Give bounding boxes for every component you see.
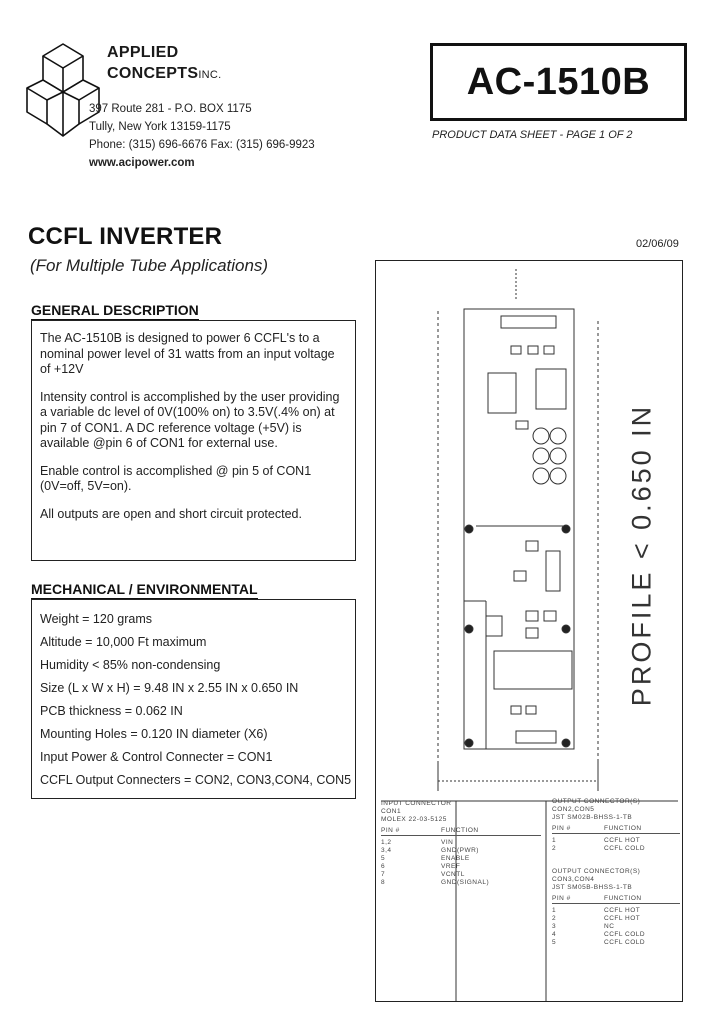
website-link[interactable]: www.acipower.com — [89, 157, 195, 169]
page-title: CCFL INVERTER — [28, 223, 223, 250]
phone-fax-line: Phone: (315) 696-6676 Fax: (315) 696-9923 — [89, 139, 315, 151]
output-connector-2-part: JST SM05B-BHSS-1-TB — [552, 884, 633, 891]
input-connector-table — [381, 800, 541, 887]
output-connector-2-header: PIN # FUNCTION — [552, 895, 680, 904]
output-connector-table-1 — [552, 798, 680, 853]
document-date: 02/06/09 — [636, 238, 679, 250]
spec-mounting-holes: Mounting Holes = 0.120 IN diameter (X6) — [40, 727, 268, 741]
spec-pcb-thickness: PCB thickness = 0.062 IN — [40, 704, 183, 718]
general-description-heading: GENERAL DESCRIPTION — [31, 302, 199, 318]
table-row: 1,2 VIN — [381, 839, 454, 846]
input-connector-header: PIN # FUNCTION — [381, 827, 541, 836]
table-row: 5 ENABLE — [381, 855, 470, 862]
spec-weight: Weight = 120 grams — [40, 612, 152, 626]
general-para-1: The AC-1510B is designed to power 6 CCFL's to a nominal power level of 31 watts from an input voltage of +12V — [40, 331, 335, 376]
part-number: AC-1510B — [430, 43, 687, 121]
output-connector-2-name: CON3,CON4 — [552, 876, 595, 883]
company-suffix: INC. — [198, 69, 222, 81]
output-connector-1-header: PIN # FUNCTION — [552, 825, 680, 834]
spec-output-connectors: CCFL Output Connecters = CON2, CON3,CON4, CON5 — [40, 773, 352, 787]
input-connector-name: CON1 — [381, 808, 402, 815]
address-line1: 397 Route 281 - P.O. BOX 1175 — [89, 103, 252, 115]
table-row: 2 CCFL HOT — [552, 915, 641, 922]
spec-humidity: Humidity < 85% non-condensing — [40, 658, 221, 672]
address-line2: Tully, New York 13159-1175 — [89, 121, 231, 133]
table-row: 1 CCFL HOT — [552, 907, 641, 914]
output-connector-1-name: CON2,CON5 — [552, 806, 595, 813]
sheet-label: PRODUCT DATA SHEET - PAGE 1 OF 2 — [432, 129, 633, 141]
company-name-line2: CONCEPTS — [107, 65, 199, 82]
company-name-line1: APPLIED — [107, 44, 179, 61]
general-para-3: Enable control is accomplished @ pin 5 of CON1 (0V=off, 5V=on). — [40, 463, 312, 493]
profile-label: PROFILE < 0.650 IN — [626, 403, 657, 707]
spec-input-connector: Input Power & Control Connecter = CON1 — [40, 750, 273, 764]
output-connector-2-title: OUTPUT CONNECTOR(S) — [552, 868, 641, 875]
table-row: 6 VREF — [381, 863, 461, 870]
input-connector-title: INPUT CONNECTOR — [381, 800, 452, 807]
table-row: 8 GND(SIGNAL) — [381, 879, 490, 886]
page-subtitle: (For Multiple Tube Applications) — [30, 256, 269, 275]
table-row: 2 CCFL COLD — [552, 845, 646, 852]
output-connector-1-part: JST SM02B-BHSS-1-TB — [552, 814, 633, 821]
spec-size: Size (L x W x H) = 9.48 IN x 2.55 IN x 0.650 IN — [40, 681, 299, 695]
general-description-box — [31, 320, 356, 561]
table-row: 7 VCNTL — [381, 871, 465, 878]
table-row: 5 CCFL COLD — [552, 939, 646, 946]
general-para-4: All outputs are open and short circuit protected. — [40, 506, 302, 521]
table-row: 1 CCFL HOT — [552, 837, 641, 844]
spec-altitude: Altitude = 10,000 Ft maximum — [40, 635, 207, 649]
company-address — [89, 100, 315, 172]
table-row: 3 NC — [552, 923, 615, 930]
output-connector-table-2 — [552, 868, 680, 947]
table-row: 4 CCFL COLD — [552, 931, 646, 938]
mechanical-box — [31, 599, 356, 799]
company-name — [107, 42, 222, 86]
output-connector-1-title: OUTPUT CONNECTOR(S) — [552, 798, 641, 805]
table-row: 3,4 GND(PWR) — [381, 847, 479, 854]
general-para-2: Intensity control is accomplished by the user providing a variable dc level of 0V(100% on) to 3.5V(.4% on) at pin 7 of CON1. A DC reference voltage (+5V) is available @pin 6 of CON1 for external use. — [40, 389, 340, 450]
input-connector-part: MOLEX 22-03-5125 — [381, 816, 447, 823]
mechanical-heading: MECHANICAL / ENVIRONMENTAL — [31, 581, 258, 597]
